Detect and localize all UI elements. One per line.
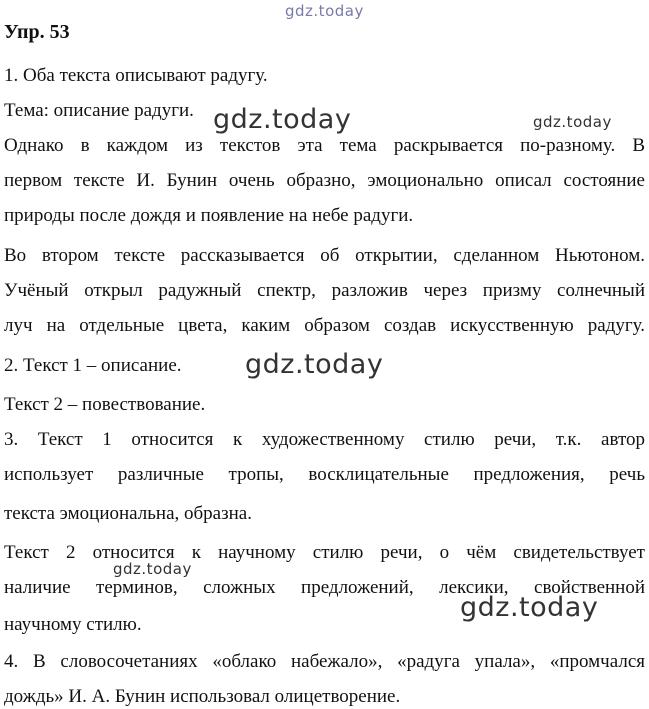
exercise-title: Упр. 53	[4, 21, 70, 43]
text-line: 3. Текст 1 относится к художественному стилю речи, т.к. автор	[4, 429, 645, 450]
text-line: наличие терминов, сложных предложений, лексики, свойственной	[4, 577, 645, 598]
text-line: дождь» И. А. Бунин использовал олицетворение.	[4, 686, 401, 707]
text-line: первом тексте И. Бунин очень образно, эмоционально описал состояние	[4, 170, 645, 191]
text-line: Текст 2 относится к научному стилю речи, о чём свидетельствует	[4, 542, 645, 563]
text-line: Текст 2 – повествование.	[4, 394, 206, 415]
text-line: использует различные тропы, восклицательные предложения, речь	[4, 464, 645, 485]
watermark: gdz.today	[460, 592, 599, 623]
watermark-top: gdz.today	[285, 2, 364, 20]
text-line: текста эмоциональна, образна.	[4, 503, 252, 524]
text-line: Тема: описание радуги.	[4, 100, 194, 121]
text-line: 4. В словосочетаниях «облако набежало», «радуга упала», «промчался	[4, 651, 645, 672]
text-line: Учёный открыл радужный спектр, разложив через призму солнечный	[4, 280, 645, 301]
watermark: gdz.today	[533, 113, 612, 131]
text-line: Во втором тексте рассказывается об открытии, сделанном Ньютоном.	[4, 245, 645, 266]
text-line: 2. Текст 1 – описание.	[4, 355, 182, 376]
watermark: gdz.today	[213, 104, 352, 135]
watermark: gdz.today	[113, 560, 192, 578]
text-line: луч на отдельные цвета, каким образом создав искусственную радугу.	[4, 315, 645, 336]
text-line: Однако в каждом из текстов эта тема раскрывается по-разному. В	[4, 135, 645, 156]
watermark: gdz.today	[245, 349, 384, 380]
text-line: научному стилю.	[4, 614, 142, 635]
text-line: природы после дождя и появление на небе радуги.	[4, 205, 414, 226]
text-line: 1. Оба текста описывают радугу.	[4, 65, 268, 86]
